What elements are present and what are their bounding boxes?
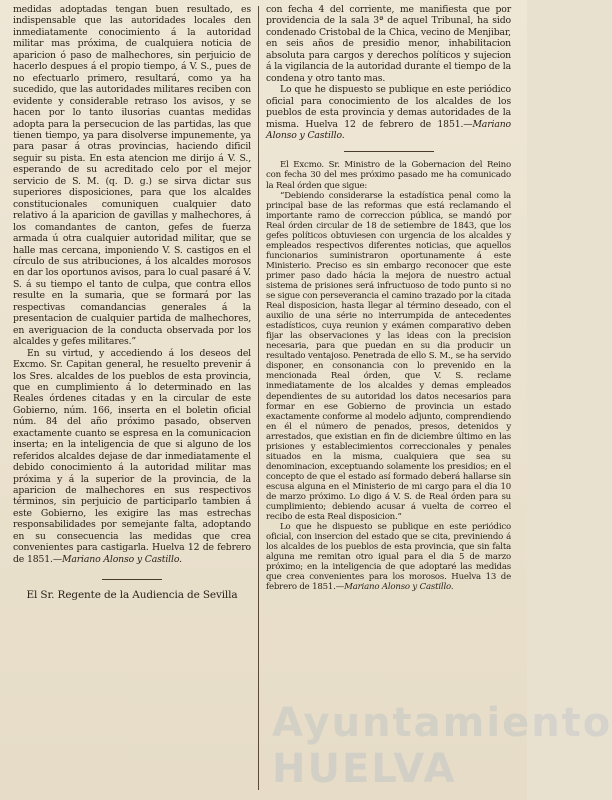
section-divider-right bbox=[344, 151, 434, 152]
left-paragraph-2 bbox=[13, 348, 251, 566]
left-paragraph-2-text: En su virtud, y accediendo á los deseos del Excmo. Sr. Capitan general, he resuelto prevenir á los Sres. alcaldes de los pueblos de esta provincia, que en cumplimiento á lo determinado en las Reales órdenes citadas y en la circular de este Gobierno, núm. 166, inserta en el boletin oficial núm. 84 del año próximo pasado, observen exactamente cuanto se espresa en la comunicacion inserta; en la inteligencia de que si alguno de los referidos alcaldes dejase de dar inmediatamente el debido conocimiento á la autoridad militar mas próxima y á la superior de la provincia, de la aparicion de malhechores en sus respectivos términos, sin perjuicio de participarlo tambien á este Gobierno, les exigire las mas estrechas responsabilidades por semejante falta, adoptando en su consecuencia las medidas que crea convenientes para castigarla. Huelva 12 de febrero de 1851.— bbox=[13, 347, 251, 565]
right-paragraph-2 bbox=[266, 84, 511, 141]
right-paragraph-2-text: Lo que he dispuesto se publique en este periódico oficial para conocimiento de los alcaldes de los pueblos de esta provincia y demas autoridades de la misma. Huelva 12 de febrero de 1851.— bbox=[266, 84, 511, 130]
right-paragraph-1: con fecha 4 del corriente, me manifiesta que por providencia de la sala 3ª de aquel Tribunal, ha sido condenado Cristobal de la Chica, vecino de Menjibar, en seis años de presidio menor, inhabilitacion absoluta para cargos y derechos políticos y sujecion á la vigilancia de la autoridad durante el tiempo de la condena y otro tanto mas. bbox=[266, 4, 511, 84]
right-lower-block bbox=[266, 160, 511, 592]
column-divider bbox=[258, 6, 259, 790]
right-paragraph-5 bbox=[266, 522, 511, 592]
right-paragraph-5-text: Lo que he dispuesto se publique en este periódico oficial, con insercion del estado que se cita, previniendo á los alcaldes de los pueblos de esta provincia, que sin falta alguna me remitan otro igual para el dia 5 de marzo próximo; en la inteligencia de que adoptaré las medidas que crea convenientes para los morosos. Huelva 13 de febrero de 1851.— bbox=[266, 522, 511, 593]
right-paragraph-4: “Debiendo considerarse la estadística penal como la principal base de las reformas que está reclamando el importante ramo de correccion pública, se mandó por Real órden circular de 18 de setiembre de 1843, que los gefes políticos obtuviesen con urgencia de los alcaldes y empleados respectivos diferentes noticias, que aquellos funcionarios suministraron oportunamente á este Ministerio. Preciso es sin embargo reconocer que este primer paso dado hácia la mejora de nuestro actual sistema de prisiones será infructuoso de todo punto si no se sigue con perseverancia el camino trazado por la citada Real disposicion, hasta llegar al término deseado, con el auxilio de una série no interrumpida de antecedentes estadísticos, cuya reunion y exámen comparativo deben fijar las observaciones y las ideas con la precision necesaria, para que puedan en su dia producir un resultado ventajoso. Penetrada de ello S. M., se ha servido disponer, en consonancia con lo prevenido en la mencionada Real órden, que V. S. reclame inmediatamente de los alcaldes y demas empleados dependientes de su autoridad los datos necesarios para formar en ese Gobierno de provincia un estado exactamente conforme al modelo adjunto, comprendiendo en él el número de penados, presos, detenidos y arrestados, que existian en fin de diciembre último en las prisiones y establecimientos correccionales y penales situados en la misma, cualquiera que sea su denominacion, exceptuando solamente los presidios; en el concepto de que el estado así formado deberá hallarse sin escusa alguna en el Ministerio de mi cargo para el dia 10 de marzo próximo. Lo digo á V. S. de Real órden para su cumplimiento; debiendo acusar á vuelta de correo el recibo de esta Real disposicion.” bbox=[266, 190, 511, 523]
right-paragraph-3: El Excmo. Sr. Ministro de la Gobernacion del Reino con fecha 30 del mes próximo pasado me ha comunicado la Real órden que sigue: bbox=[266, 160, 511, 191]
left-signature: Mariano Alonso y Castillo. bbox=[61, 553, 182, 565]
left-column bbox=[13, 4, 251, 602]
left-paragraph-1: medidas adoptadas tengan buen resultado, es indispensable que las autoridades locales den inmediatamente conocimiento á la autoridad militar mas próxima, de cualquiera noticia de aparicion ó paso de malhechores, sin perjuicio de hacerlo despues á el propio tiempo, á V. S., pues de no efectuarlo primero, resultará, como ya ha sucedido, que las autoridades militares reciben con evidente y considerable retraso los avisos, y se hacen por lo tanto ilusorias cuantas medidas adopta para la persecucion de las partidas, las que tienen tiempo, ya para disolverse impunemente, ya para pasar á otras provincias, haciendo dificil seguir su pista. En esta atencion me dirijo á V. S., esperando de su acreditado celo por el mejor servicio de S. M. (q. D. g.) se sirva dictar sus superiores disposiciones, para que los alcaldes constitucionales comuniquen cualquier dato relativo á la aparicion de gavillas y malhechores, á los comandantes de canton, gefes de fuerza armada ú otra cualquier autoridad militar, que se halle mas cercana, imponiendo V. S. castigos en el círculo de sus atribuciones, á los alcaldes morosos en dar los oportunos avisos, para lo cual pasaré á V. S. á su tiempo el tanto de culpa, que contra ellos resulte en la sumaria, que se formará por las respectivas comandancias generales á la presentacion de cualquier partida de malhechores, en averiguacion de la conducta observada por los alcaldes y gefes militares.” bbox=[13, 4, 251, 348]
section-heading: El Sr. Regente de la Audiencia de Sevilla bbox=[26, 589, 238, 602]
section-divider bbox=[102, 579, 162, 580]
archive-watermark: Ayuntamiento HUELVA bbox=[272, 700, 612, 792]
right-signature-2: Mariano Alonso y Castillo. bbox=[344, 582, 454, 593]
right-signature-1: Mariano Alonso y Castillo. bbox=[266, 118, 511, 141]
right-column bbox=[266, 4, 511, 592]
